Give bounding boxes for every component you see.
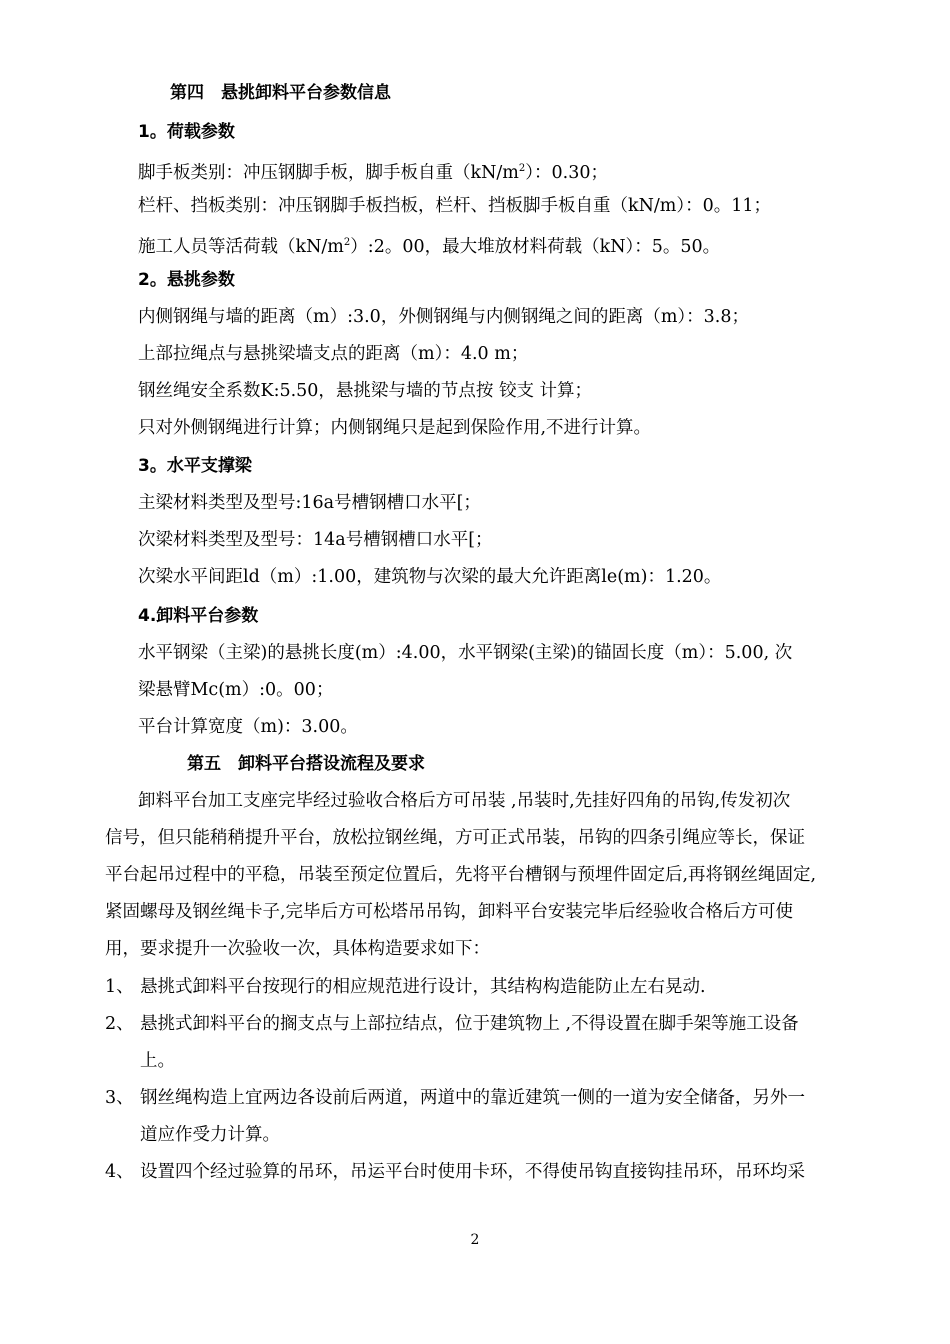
paragraph-line: 卸料平台加工支座完毕经过验收合格后方可吊装 ,吊装时,先挂好四角的吊钩,传发初次 xyxy=(138,791,791,811)
list-item: 钢丝绳构造上宜两边各设前后两道，两道中的靠近建筑一侧的一道为安全储备，另外一 xyxy=(140,1088,805,1108)
list-item-number: 1、 xyxy=(105,977,134,997)
section-4-1-heading: 1。荷载参数 xyxy=(138,122,235,142)
text-fragment: 脚手板类别：冲压钢脚手板，脚手板自重（kN/m xyxy=(138,162,519,183)
paragraph-line: 钢丝绳安全系数K:5.50，悬挑梁与墙的节点按 铰支 计算； xyxy=(138,381,593,401)
superscript: 2 xyxy=(343,237,351,248)
section-5-title: 第五 卸料平台搭设流程及要求 xyxy=(187,754,425,774)
section-4-2-heading: 2。悬挑参数 xyxy=(138,270,235,290)
section-4-4-heading: 4.卸料平台参数 xyxy=(138,606,259,626)
text-fragment: ）：0.30； xyxy=(525,162,608,183)
paragraph-line: 只对外侧钢绳进行计算；内侧钢绳只是起到保险作用,不进行计算。 xyxy=(138,418,652,438)
list-item-number: 3、 xyxy=(105,1088,134,1108)
paragraph-line: 用，要求提升一次验收一次，具体构造要求如下： xyxy=(105,939,490,959)
list-item-number: 2、 xyxy=(105,1014,134,1034)
page-number: 2 xyxy=(470,1232,480,1248)
section-4-title: 第四 悬挑卸料平台参数信息 xyxy=(170,83,391,103)
list-item-continuation: 道应作受力计算。 xyxy=(140,1125,280,1145)
superscript: 2 xyxy=(518,163,526,174)
paragraph-line: 次梁材料类型及型号：14a号槽钢槽口水平[； xyxy=(138,530,493,550)
section-4-3-heading: 3。水平支撑梁 xyxy=(138,456,252,476)
paragraph-line: 梁悬臂Mc(m）:0。00； xyxy=(138,680,334,700)
text-fragment: ）:2。00，最大堆放材料荷载（kN）：5。50。 xyxy=(350,236,721,257)
paragraph-line: 平台计算宽度（m)：3.00。 xyxy=(138,717,358,737)
list-item: 悬挑式卸料平台的搁支点与上部拉结点，位于建筑物上 ,不得设置在脚手架等施工设备 xyxy=(140,1014,799,1034)
paragraph-line: 紧固螺母及钢丝绳卡子,完毕后方可松塔吊吊钩，卸料平台安装完毕后经验收合格后方可使 xyxy=(105,902,794,922)
list-item: 悬挑式卸料平台按现行的相应规范进行设计，其结构构造能防止左右晃动. xyxy=(140,977,706,997)
paragraph-line: 水平钢梁（主梁)的悬挑长度(m）:4.00，水平钢梁(主梁)的锚固长度（m）：5.00, 次 xyxy=(138,643,793,663)
paragraph-line: 栏杆、挡板类别：冲压钢脚手板挡板，栏杆、挡板脚手板自重（kN/m）：0。11； xyxy=(138,196,772,216)
text-fragment: 施工人员等活荷载（kN/m xyxy=(138,236,344,257)
paragraph-line: 次梁水平间距ld（m）:1.00，建筑物与次梁的最大允许距离le(m)：1.20。 xyxy=(138,567,722,587)
paragraph-line: 平台起吊过程中的平稳，吊装至预定位置后，先将平台槽钢与预埋件固定后,再将钢丝绳固定, xyxy=(105,865,817,885)
list-item: 设置四个经过验算的吊环，吊运平台时使用卡环，不得使吊钩直接钩挂吊环，吊环均采 xyxy=(140,1162,805,1182)
list-item-number: 4、 xyxy=(105,1162,134,1182)
paragraph-line: 内侧钢绳与墙的距离（m）:3.0，外侧钢绳与内侧钢绳之间的距离（m）：3.8； xyxy=(138,307,749,327)
paragraph-line: 主梁材料类型及型号:16a号槽钢槽口水平[； xyxy=(138,493,481,513)
paragraph-line xyxy=(138,231,720,259)
paragraph-line: 信号，但只能稍稍提升平台，放松拉钢丝绳，方可正式吊装，吊钩的四条引绳应等长，保证 xyxy=(105,828,805,848)
paragraph-line xyxy=(138,157,608,185)
paragraph-line: 上部拉绳点与悬挑梁墙支点的距离（m）：4.0 m； xyxy=(138,344,529,364)
list-item-continuation: 上。 xyxy=(140,1051,175,1071)
